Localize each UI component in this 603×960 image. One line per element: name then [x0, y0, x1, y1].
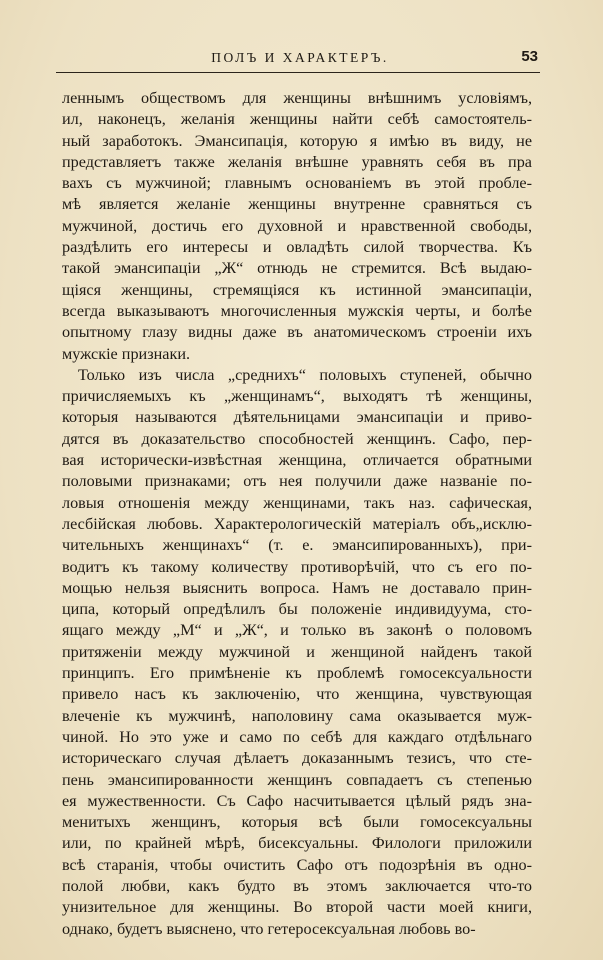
- text-line: половыми признаками; отъ нея получили даже названіе по-: [62, 472, 532, 491]
- header-rule: [56, 72, 540, 73]
- text-line: ципа, который опредѣлилъ бы положеніе индивидуума, сто-: [62, 600, 532, 619]
- text-line: мужчиной, достичь его духовной и нравственной свободы,: [62, 216, 532, 235]
- text-line: или, по крайней мѣрѣ, бисексуальны. Филологи приложили: [62, 834, 532, 853]
- text-line: притяженіи между мужчиной и женщиной найденъ такой: [62, 642, 532, 661]
- text-line: пень эмансипированности женщинъ совпадаетъ съ степенью: [62, 770, 532, 789]
- text-line: ил, наконецъ, желанія женщины найти себѣ самостоятель-: [62, 110, 532, 129]
- body-text: [62, 88, 532, 940]
- text-line: которыя называются дѣятельницами эмансипаціи и приво-: [62, 408, 532, 427]
- text-line: полой любви, какъ будто въ этомъ заключается что-то: [62, 876, 532, 895]
- running-title: ПОЛЪ И ХАРАКТЕРЪ.: [211, 50, 389, 65]
- text-line: всѣ старанія, чтобы очистить Сафо отъ подозрѣнія въ одно-: [62, 855, 532, 874]
- text-line: чительныхъ женщинахъ“ (т. е. эмансипированныхъ), при-: [62, 536, 532, 555]
- text-line: леннымъ обществомъ для женщины внѣшнимъ условіямъ,: [62, 89, 532, 107]
- text-line: водитъ къ такому количеству противорѣчій, что съ его по-: [62, 557, 532, 576]
- text-line: привело насъ къ заключенію, что женщина, чувствующая: [62, 685, 532, 704]
- text-line: менитыхъ женщинъ, которыя всѣ были гомосексуальны: [62, 813, 532, 832]
- text-line: мужскіе признаки.: [62, 344, 191, 363]
- text-line: лесбійская любовь. Характерологическій матеріалъ объ„исклю-: [62, 514, 532, 533]
- running-head: [60, 47, 540, 69]
- text-line: ящаго между „М“ и „Ж“, и только въ законѣ о половомъ: [62, 621, 532, 640]
- text-line: щіяся женщины, стремящіяся къ истинной эмансипаціи,: [62, 280, 532, 299]
- text-line: Только изъ числа „среднихъ“ половыхъ ступеней, обычно: [78, 365, 532, 384]
- text-line: ловыя отношенія между женщинами, такъ наз. сафическая,: [62, 493, 532, 512]
- text-line: такой эмансипаціи „Ж“ отнюдь не стремится. Всѣ выдаю-: [62, 259, 532, 278]
- text-line: опытному глазу видны даже въ анатомическомъ строеніи ихъ: [62, 323, 532, 342]
- text-line: вая исторически-извѣстная женщина, отличается обратными: [62, 451, 532, 470]
- text-line: однако, будетъ выяснено, что гетеросексуальная любовь во-: [62, 919, 476, 938]
- page-number: 53: [521, 48, 538, 65]
- text-line: дятся въ доказательство способностей женщинъ. Сафо, пер-: [62, 429, 532, 448]
- text-line: мѣ является желаніе женщины внутренне сравняться съ: [62, 195, 532, 214]
- text-line: принципъ. Его примѣненіе къ проблемѣ гомосексуальности: [62, 664, 532, 683]
- text-line: всегда выказываютъ многочисленныя мужскія черты, и болѣе: [62, 301, 532, 320]
- text-line: унизительное для женщины. Во второй части моей книги,: [62, 898, 532, 917]
- text-line: чиной. Но это уже и само по себѣ для каждаго отдѣльнаго: [62, 727, 532, 746]
- text-line: ея мужественности. Съ Сафо насчитывается цѣлый рядъ зна-: [62, 791, 532, 810]
- text-line: историческаго случая дѣлаетъ доказаннымъ тезисъ, что сте-: [62, 749, 532, 768]
- text-line: раздѣлить его интересы и овладѣть силой творчества. Къ: [62, 238, 532, 257]
- text-line: влеченіе къ мужчинѣ, наполовину сама оказывается муж-: [62, 706, 532, 725]
- text-line: вахъ съ мужчиной; главнымъ основаніемъ въ этой пробле-: [62, 174, 532, 193]
- text-line: ный заработокъ. Эмансипація, которую я имѣю въ виду, не: [62, 131, 532, 150]
- text-line: мощью нельзя выяснить вопроса. Намъ не доставало прин-: [62, 578, 532, 597]
- text-line: представляетъ также желанія внѣшне уравнять себя въ пра: [62, 152, 532, 171]
- text-line: причисляемыхъ къ „женщинамъ“, выходятъ тѣ женщины,: [62, 387, 532, 406]
